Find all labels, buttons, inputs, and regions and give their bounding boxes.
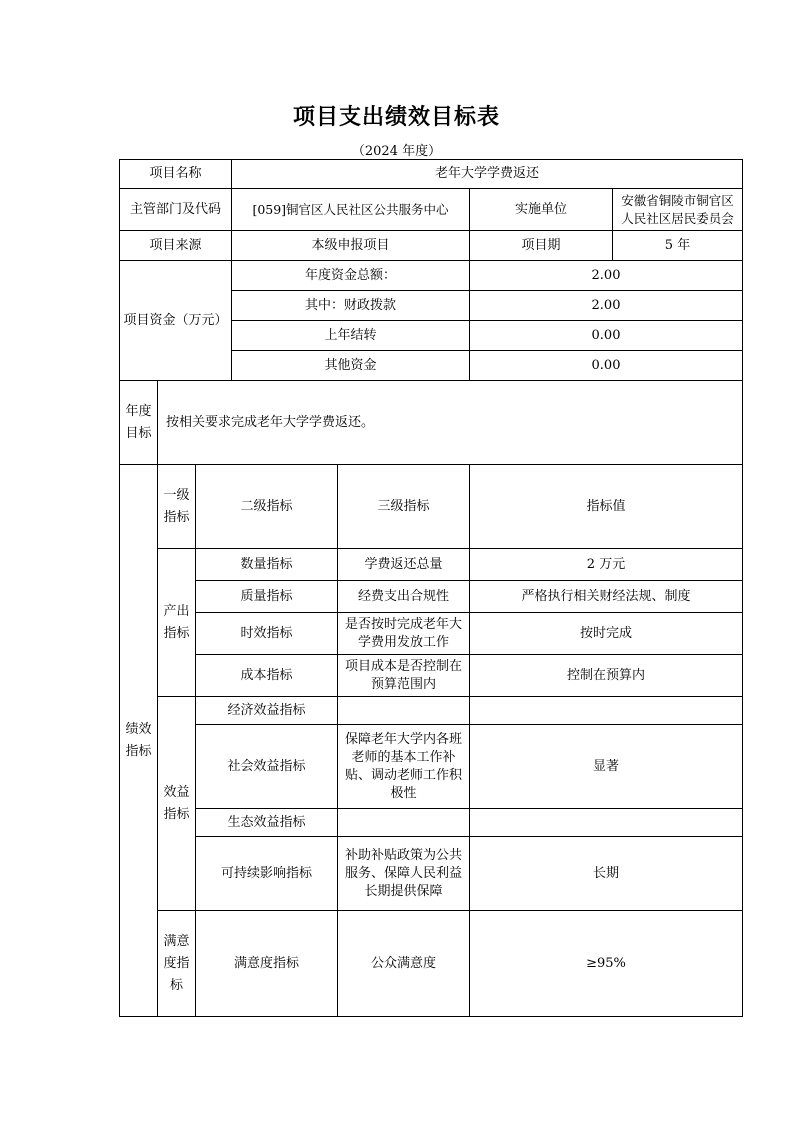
level2-header: 二级指标 bbox=[196, 465, 338, 549]
row-output-indicator bbox=[120, 613, 743, 655]
satisfaction-indicator-label: 满意度指标 bbox=[158, 911, 196, 1017]
project-period-value: 5 年 bbox=[613, 231, 743, 261]
project-source-value: 本级申报项目 bbox=[232, 231, 470, 261]
level3-cell: 经费支出合规性 bbox=[338, 581, 470, 613]
fund-label: 年度资金总额： bbox=[232, 261, 470, 291]
level3-cell: 补助补贴政策为公共服务、保障人民利益长期提供保障 bbox=[338, 837, 470, 911]
project-fund-label: 项目资金（万元） bbox=[120, 261, 232, 381]
output-indicator-label: 产出指标 bbox=[158, 549, 196, 697]
fund-value: 0.00 bbox=[470, 321, 743, 351]
indicator-value-cell: 2 万元 bbox=[470, 549, 743, 581]
indicator-value-cell: 按时完成 bbox=[470, 613, 743, 655]
level2-cell: 质量指标 bbox=[196, 581, 338, 613]
level3-cell: 保障老年大学内各班老师的基本工作补贴、调动老师工作积极性 bbox=[338, 725, 470, 809]
level2-cell: 成本指标 bbox=[196, 655, 338, 697]
project-name-value: 老年大学学费返还 bbox=[232, 160, 743, 189]
indicator-value-header: 指标值 bbox=[470, 465, 743, 549]
year-label: （2024 年度） bbox=[351, 144, 442, 159]
row-project-name bbox=[120, 160, 743, 189]
annual-goal-text: 按相关要求完成老年大学学费返还。 bbox=[158, 381, 743, 465]
indicator-value-cell bbox=[470, 809, 743, 837]
level3-cell bbox=[338, 809, 470, 837]
fund-label: 其他资金 bbox=[232, 351, 470, 381]
project-source-label: 项目来源 bbox=[120, 231, 232, 261]
project-name-label: 项目名称 bbox=[120, 160, 232, 189]
level2-cell: 可持续影响指标 bbox=[196, 837, 338, 911]
level3-cell: 公众满意度 bbox=[338, 911, 470, 1017]
indicator-value-cell: 显著 bbox=[470, 725, 743, 809]
fund-value: 2.00 bbox=[470, 291, 743, 321]
level1-header: 一级指标 bbox=[158, 465, 196, 549]
row-output-indicator bbox=[120, 581, 743, 613]
level2-cell: 时效指标 bbox=[196, 613, 338, 655]
row-satisfaction-indicator bbox=[120, 911, 743, 1017]
row-fund bbox=[120, 261, 743, 291]
annual-goal-label: 年度目标 bbox=[120, 381, 158, 465]
row-department bbox=[120, 189, 743, 231]
row-benefit-indicator bbox=[120, 809, 743, 837]
level3-cell: 学费返还总量 bbox=[338, 549, 470, 581]
level3-cell: 项目成本是否控制在预算范围内 bbox=[338, 655, 470, 697]
row-benefit-indicator bbox=[120, 725, 743, 809]
performance-indicator-label: 绩效指标 bbox=[120, 465, 158, 1017]
level2-cell: 生态效益指标 bbox=[196, 809, 338, 837]
page-title: 项目支出绩效目标表 bbox=[292, 104, 500, 130]
indicator-value-cell: 控制在预算内 bbox=[470, 655, 743, 697]
indicator-value-cell: 严格执行相关财经法规、制度 bbox=[470, 581, 743, 613]
project-period-label: 项目期 bbox=[470, 231, 613, 261]
implementing-unit-label: 实施单位 bbox=[470, 189, 613, 231]
fund-label: 上年结转 bbox=[232, 321, 470, 351]
fund-value: 0.00 bbox=[470, 351, 743, 381]
row-output-indicator bbox=[120, 549, 743, 581]
row-benefit-indicator bbox=[120, 697, 743, 725]
benefit-indicator-label: 效益指标 bbox=[158, 697, 196, 911]
level2-cell: 满意度指标 bbox=[196, 911, 338, 1017]
row-output-indicator bbox=[120, 655, 743, 697]
department-value: [059]铜官区人民社区公共服务中心 bbox=[232, 189, 470, 231]
row-source bbox=[120, 231, 743, 261]
indicator-value-cell: ≥95% bbox=[470, 911, 743, 1017]
fund-value: 2.00 bbox=[470, 261, 743, 291]
level2-cell: 社会效益指标 bbox=[196, 725, 338, 809]
row-indicator-header bbox=[120, 465, 743, 549]
indicator-value-cell bbox=[470, 697, 743, 725]
department-label: 主管部门及代码 bbox=[120, 189, 232, 231]
level3-cell bbox=[338, 697, 470, 725]
level3-header: 三级指标 bbox=[338, 465, 470, 549]
row-annual-goal bbox=[120, 381, 743, 465]
fund-label: 其中：财政拨款 bbox=[232, 291, 470, 321]
level2-cell: 经济效益指标 bbox=[196, 697, 338, 725]
indicator-value-cell: 长期 bbox=[470, 837, 743, 911]
row-benefit-indicator bbox=[120, 837, 743, 911]
level2-cell: 数量指标 bbox=[196, 549, 338, 581]
performance-table bbox=[119, 159, 743, 1017]
implementing-unit-value: 安徽省铜陵市铜官区人民社区居民委员会 bbox=[613, 189, 743, 231]
level3-cell: 是否按时完成老年大学费用发放工作 bbox=[338, 613, 470, 655]
